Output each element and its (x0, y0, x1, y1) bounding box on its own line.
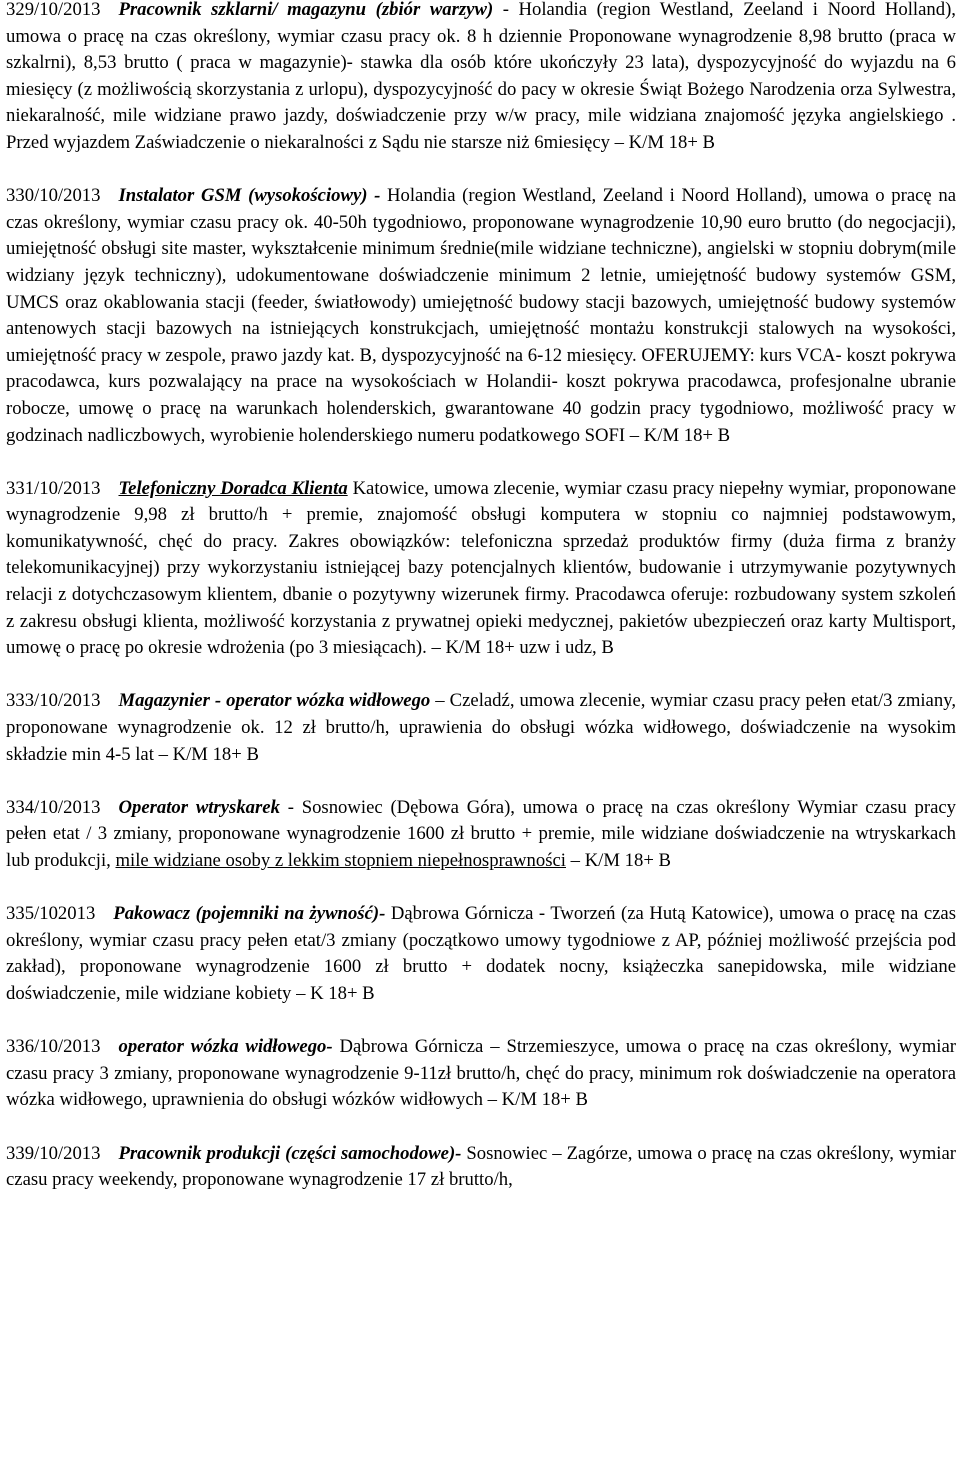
offer-body: Sosnowiec – Zagórze, umowa o pracę na czas określony, wymiar czasu pracy weekendy, proponowane wynagrodzenie 17 zł brutto/h, (6, 1142, 957, 1191)
offer-ref-number: 336/10/2013 (6, 1036, 101, 1058)
offer-title: Instalator GSM (wysokościowy) - (118, 185, 381, 207)
offer-title: Pracownik szklarni/ magazynu (zbiór warzyw) (118, 0, 494, 20)
offer-ref-number: 339/10/2013 (6, 1142, 101, 1164)
offer-title: Magazynier - operator wózka widłowego (118, 690, 431, 712)
job-offer-330 (6, 183, 956, 449)
offer-body: Katowice, umowa zlecenie, wymiar czasu pracy niepełny wymiar, proponowane wynagrodzenie 9,98 zł brutto/h + premie, znajomość obsługi komputera w stopniu co najmniej podstawowym, komunikatywność, chęć do pracy. Zakres obowiązków: telefoniczna sprzedaż produktów firmy (duża firma z branży telekomunikacyjnej) przy wykorzystaniu istniejącej bazy potencjalnych klientów, budowanie i utrzymywanie pozytywnych relacji z dotychczasowym klientem, dbanie o pozytywny wizerunek firmy. Pracodawca oferuje: rozbudowany system szkoleń z zakresu obsługi klienta, możliwość korzystania z prywatnej opieki medycznej, pakietów ubezpieczeń oraz karty Multisport, umowę o pracę po okresie wdrożenia (po 3 miesiącach). – K/M 18+ uzw i udz, B (6, 477, 956, 659)
offer-ref-number: 335/102013 (6, 903, 96, 925)
job-offer-334 (6, 795, 956, 875)
offer-title: Operator wtryskarek (118, 796, 280, 818)
offer-title: Pracownik produkcji (części samochodowe)- (118, 1142, 462, 1164)
offer-body: Dąbrowa Górnicza - Tworzeń (za Hutą Katowice), umowa o pracę na czas określony, wymiar czasu pracy pełen etat/3 zmiany (początkowo umowy tygodniowe z AP, później możliwość przejścia pod zakład), proponowane wynagrodzenie 1600 zł brutto + dodatek nocny, książeczka sanepidowska, mile widziane doświadczenie, mile widziane kobiety – K 18+ B (6, 903, 956, 1004)
job-offer-329 (6, 0, 956, 157)
offer-ref-number: 333/10/2013 (6, 690, 101, 712)
job-offer-336 (6, 1034, 956, 1114)
offer-title: Pakowacz (pojemniki na żywność)- (113, 903, 386, 925)
job-offer-333 (6, 688, 956, 768)
offer-underlined-note: mile widziane osoby z lekkim stopniem niepełnosprawności (115, 850, 566, 871)
offer-ref-number: 329/10/2013 (6, 0, 101, 20)
offer-tail: – K/M 18+ B (566, 850, 672, 871)
offer-title: Telefoniczny Doradca Klienta (118, 477, 348, 499)
offer-ref-number: 330/10/2013 (6, 185, 101, 207)
offer-body: - Sosnowiec (Dębowa Góra), umowa o pracę na czas określony Wymiar czasu pracy pełen etat / 3 zmiany, proponowane wynagrodzenie 1600 zł brutto + premie, mile widziane doświadczenie na wtryskarkach lub produkcji, (6, 796, 956, 871)
offer-body: Holandia (region Westland, Zeeland i Noord Holland), umowa o pracę na czas określony, wymiar czasu pracy ok. 40-50h tygodniowo, proponowane wynagrodzenie 10,90 euro brutto (do negocjacji), umiejętność obsługi site master, wykształcenie minimum średnie(mile widziane techniczne), angielski w stopniu dobrym(mile widziany język techniczny), udokumentowane doświadczenie minimum 2 letnie, umiejętność budowy systemów GSM, UMCS oraz okablowania stacji (feeder, światłowody) umiejętność budowy stacji bazowych, umiejętność budowy systemów antenowych stacji bazowych na istniejących konstrukcjach, umiejętność montażu konstrukcji stalowych na wysokości, umiejętność pracy w zespole, prawo jazdy kat. B, dyspozycyjność na 6-12 miesięcy. OFERUJEMY: kurs VCA- koszt pokrywa pracodawca, kurs pozwalający na prace na wysokościach w Holandii- koszt pokrywa pracodawca, profesjonalne ubranie robocze, umowę o pracę na warunkach holenderskich, gwarantowane 40 godzin pracy tygodniowo, możliwość pracy w godzinach nadliczbowych, wyrobienie holenderskiego numeru podatkowego SOFI – K/M 18+ B (6, 185, 956, 446)
job-offer-331 (6, 476, 956, 662)
offer-body: Dąbrowa Górnicza – Strzemieszyce, umowa o pracę na czas określony, wymiar czasu pracy 3 zmiany, proponowane wynagrodzenie 9-11zł brutto/h, chęć do pracy, minimum rok doświadczenie na operatora wózka widłowego, uprawnienia do obsługi wózków widłowych – K/M 18+ B (6, 1036, 956, 1111)
job-offer-339 (6, 1141, 956, 1194)
offer-body: - Holandia (region Westland, Zeeland i Noord Holland), umowa o pracę na czas określony, wymiar czasu pracy ok. 8 h dziennie Proponowane wynagrodzenie 8,98 brutto (praca w szkalrni), 8,53 brutto ( praca w magazynie)- stawka dla osób które ukończyły 23 lata), dyspozycyjność do wyjazdu na 6 miesięcy (z możliwością skorzystania z urlopu), dyspozycyjność do pacy w okresie Świąt Bożego Narodzenia orza Sylwestra, niekaralność, mile widziane prawo jazdy, doświadczenie przy w/w pracy, mile widziana znajomość języka angielskiego . Przed wyjazdem Zaświadczenie o niekaralności z Sądu nie starsze niż 6miesięcy – K/M 18+ B (6, 0, 956, 153)
offer-body: – Czeladź, umowa zlecenie, wymiar czasu pracy pełen etat/3 zmiany, proponowane wynagrodzenie ok. 12 zł brutto/h, uprawienia do obsługi wózka widłowego, doświadczenie na wysokim składzie min 4-5 lat – K/M 18+ B (6, 690, 956, 765)
job-offer-335 (6, 901, 956, 1007)
offer-title: operator wózka widłowego- (118, 1036, 333, 1058)
offer-ref-number: 334/10/2013 (6, 796, 101, 818)
offer-ref-number: 331/10/2013 (6, 477, 101, 499)
